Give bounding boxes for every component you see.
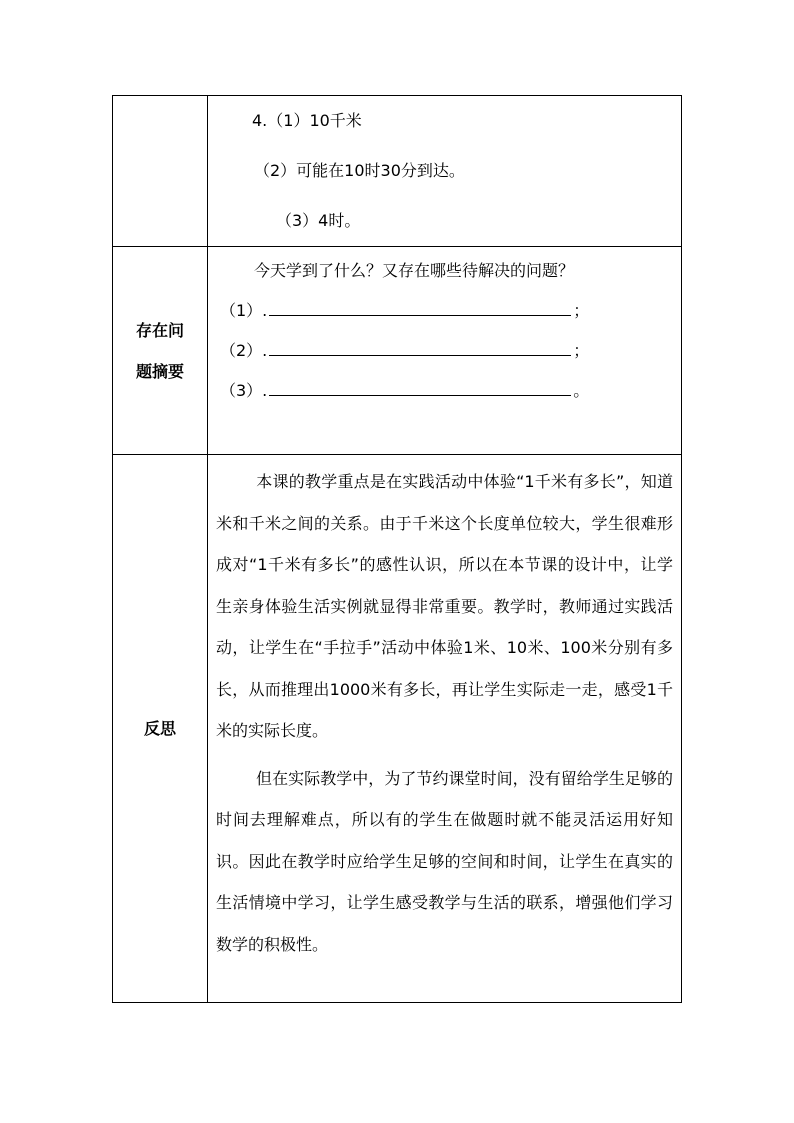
problem-item-1-blank (269, 293, 571, 316)
answers-label (113, 96, 208, 247)
problem-item-1-suffix: ； (573, 301, 590, 320)
problem-item-1-prefix: （1）. (220, 301, 268, 320)
reflection-row (113, 455, 682, 1003)
problem-item-2-prefix: （2）. (220, 341, 268, 360)
problem-item-2-suffix: ； (573, 341, 590, 360)
answer-line-1: 4.（1）10千米 (252, 111, 362, 130)
problem-item-3-prefix: （3）. (220, 381, 268, 400)
reflection-paragraph-1 (208, 461, 681, 752)
reflection-paragraph-2-text: 但在实际教学中，为了节约课堂时间，没有留给学生足够的时间去理解难点，所以有的学生在做题时就不能灵活运用好知识。因此在教学时应给学生足够的空间和时间，让学生在真实的生活情境中学习，让学生感受教学与生活的联系，增强他们学习数学的积极性。 (216, 768, 673, 954)
problem-item-2 (208, 331, 681, 371)
lesson-table (112, 95, 682, 1003)
reflection-label: 反思 (113, 455, 208, 1003)
problem-item-1 (208, 291, 681, 331)
reflection-paragraph-1-text: 本课的教学重点是在实践活动中体验“1千米有多长”，知道米和千米之间的关系。由于千米这个长度单位较大，学生很难形成对“1千米有多长”的感性认识，所以在本节课的设计中，让学生亲身体验生活实例就显得非常重要。教学时，教师通过实践活动，让学生在“手拉手”活动中体验1米、10米、100米分别有多长，从而推理出1000米有多长，再让学生实际走一走，感受1千米的实际长度。 (216, 472, 673, 740)
lesson-table-section (112, 95, 682, 1003)
answers-content (208, 96, 682, 247)
reflection-content (208, 455, 682, 1003)
problems-row (113, 247, 682, 455)
answer-line-3: （3）4时。 (276, 211, 361, 230)
problems-label (113, 247, 208, 455)
problems-content (208, 247, 682, 455)
problem-item-3-blank (269, 373, 571, 396)
problem-item-2-blank (269, 333, 571, 356)
reflection-paragraph-2 (208, 758, 681, 966)
answers-row (113, 96, 682, 247)
problems-question: 今天学到了什么？又存在哪些待解决的问题？ (254, 261, 575, 280)
problems-label-line-1: 存在问 (135, 320, 184, 340)
answer-line-2: （2）可能在10时30分到达。 (254, 161, 465, 180)
problems-label-line-2: 题摘要 (135, 361, 184, 381)
problem-item-3-suffix: 。 (573, 381, 590, 400)
problem-item-3 (208, 371, 681, 411)
